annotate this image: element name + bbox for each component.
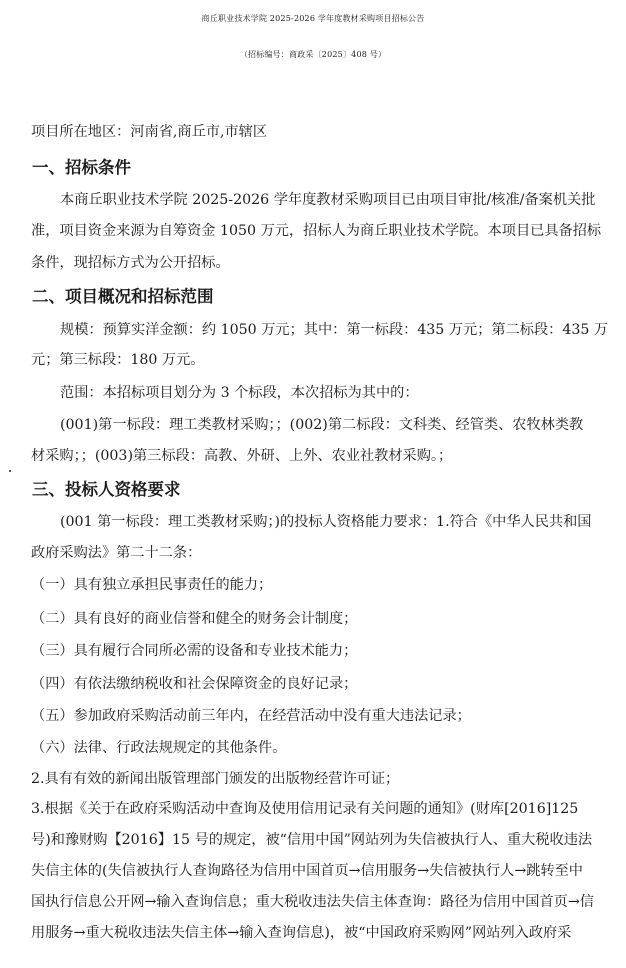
paragraph-line: 材采购；；(003)第三标段：高教、外研、上外、农业社教材采购。； xyxy=(31,448,453,464)
section-heading-bidder-qualification: 三、投标人资格要求 xyxy=(32,480,181,499)
document-title: 商丘职业技术学院 2025-2026 学年度教材采购项目招标公告 xyxy=(201,14,425,23)
list-item: （四）有依法缴纳税收和社会保障资金的良好记录； xyxy=(31,676,358,692)
tender-number: （招标编号：商政采〔2025〕408 号） xyxy=(239,50,387,59)
paragraph-line: 条件，现招标方式为公开招标。 xyxy=(31,255,230,271)
section-heading-bidding-conditions: 一、招标条件 xyxy=(32,158,131,177)
list-item: （一）具有独立承担民事责任的能力； xyxy=(31,577,273,593)
list-item: （二）具有良好的商业信誉和健全的财务会计制度； xyxy=(31,611,358,627)
paragraph-line: (001 第一标段：理工类教材采购；)的投标人资格能力要求：1.符合《中华人民共和国 xyxy=(60,514,592,530)
paragraph-line: 范围：本招标项目划分为 3 个标段，本次招标为其中的： xyxy=(60,385,419,401)
paragraph-line: 用服务→重大税收违法失信主体→输入查询信息)，被“中国政府采购网”网站列入政府采 xyxy=(31,925,572,941)
paragraph-line: (001)第一标段：理工类教材采购；；(002)第二标段：文科类、经管类、农牧林类教 xyxy=(60,417,584,433)
paragraph-line: 元；第三标段：180 万元。 xyxy=(31,352,205,368)
paragraph-line: 2.具有有效的新闻出版管理部门颁发的出版物经营许可证； xyxy=(31,771,400,787)
paragraph-line: 3.根据《关于在政府采购活动中查询及使用信用记录有关问题的通知》(财库[2016]125 xyxy=(31,801,579,817)
list-item: （五）参加政府采购活动前三年内，在经营活动中没有重大违法记录； xyxy=(31,708,471,724)
paragraph-line: 失信主体的(失信被执行人查询路径为信用中国首页→信用服务→失信被执行人→跳转至中 xyxy=(31,863,583,879)
section-heading-project-overview: 二、项目概况和招标范围 xyxy=(32,287,214,306)
paragraph-line: 国执行信息公开网→输入查询信息；重大税收违法失信主体查询：路径为信用中国首页→信 xyxy=(31,894,594,910)
paragraph-line: 准，项目资金来源为自筹资金 1050 万元，招标人为商丘职业技术学院。本项目已具备招标 xyxy=(31,223,602,239)
project-location: 项目所在地区：河南省,商丘市,市辖区 xyxy=(31,124,268,140)
paragraph-line: 号)和豫财购【2016】15 号的规定，被“信用中国”网站列为失信被执行人、重大税收违法 xyxy=(31,832,593,848)
paragraph-line: 规模：预算实洋金额：约 1050 万元；其中：第一标段：435 万元；第二标段：435 万 xyxy=(60,322,609,338)
list-item: （三）具有履行合同所必需的设备和专业技术能力； xyxy=(31,643,358,659)
scan-speck xyxy=(9,470,11,472)
paragraph-line: 本商丘职业技术学院 2025-2026 学年度教材采购项目已由项目审批/核准/备案机关批 xyxy=(60,192,596,208)
list-item: （六）法律、行政法规规定的其他条件。 xyxy=(31,740,287,756)
paragraph-line: 政府采购法》第二十二条： xyxy=(31,545,202,561)
